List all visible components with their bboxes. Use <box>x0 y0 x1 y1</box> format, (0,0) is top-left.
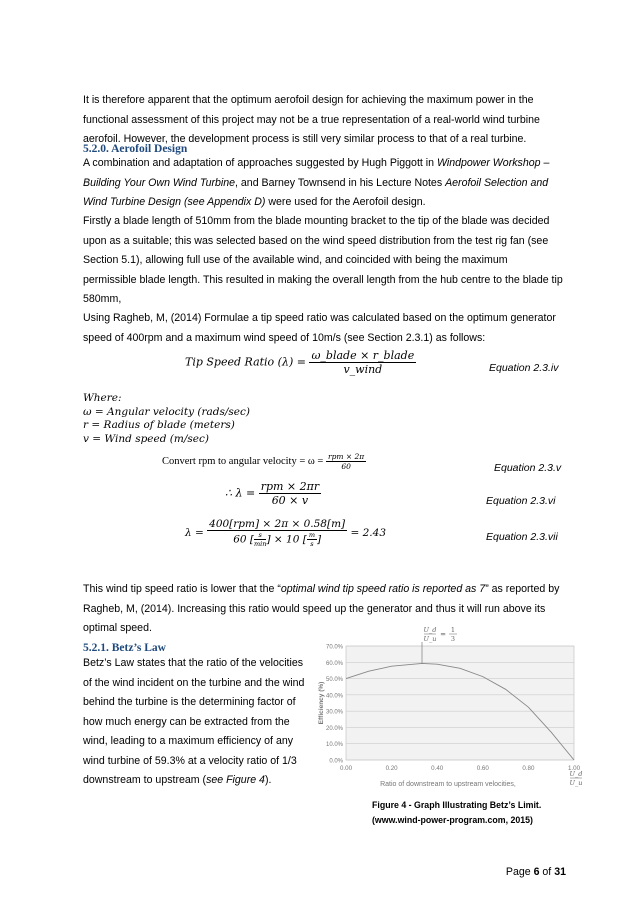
equation-fraction <box>309 349 416 376</box>
y-tick-label: 60.0% <box>325 660 343 667</box>
unit-num: m <box>308 531 315 539</box>
annotation-rhs-num: 1 <box>450 626 456 634</box>
y-tick-label: 70.0% <box>325 644 343 651</box>
page-number: 6 <box>533 866 540 878</box>
x-tick-label: 0.80 <box>522 765 535 772</box>
equation-fraction <box>259 480 321 507</box>
caption-source: (www.wind-power-program.com, 2015) <box>372 815 533 825</box>
betz-limit-chart <box>310 618 585 796</box>
betz-paragraph <box>83 654 313 791</box>
equation-label-2-3-v: Equation 2.3.v <box>494 462 562 474</box>
text-run: ” as reported by Ragheb, M, (2014). Increasing this ratio would speed up the generator and thus it will run above its optimal speed. <box>83 583 560 634</box>
definition-omega: ω = Angular velocity (rads/sec) <box>83 405 250 418</box>
y-tick-label: 10.0% <box>325 742 343 749</box>
annotation-lhs-den: U_u <box>423 635 437 643</box>
equation-fraction <box>207 518 347 548</box>
equation-lambda-value <box>185 518 386 548</box>
caption-line-1: Figure 4 - Graph Illustrating Betz’s Limit. <box>372 800 542 810</box>
section-heading-aerofoil: 5.2.0. Aerofoil Design <box>83 143 188 155</box>
text-run: This wind tip speed ratio is lower that the “ <box>83 583 281 595</box>
aerofoil-paragraph-3: Using Ragheb, M, (2014) Formulae a tip speed ratio was calculated based on the optimum generator speed of 400rpm and a maximum wind speed of 10m/s (see Section 2.3.1) as follows: <box>83 312 556 344</box>
equation-numerator: 400[rpm] × 2π × 0.58[m] <box>209 518 346 530</box>
book-title: Windpower Workshop – Building Your Own Wind Turbine <box>83 157 550 189</box>
equation-numerator: rpm × 2πr <box>260 480 320 493</box>
unit-fraction <box>307 531 317 548</box>
page-label: Page <box>505 866 534 878</box>
equation-lhs: λ = <box>185 527 204 539</box>
equation-label-2-3-vii: Equation 2.3.vii <box>486 531 558 543</box>
annotation-equals: = <box>440 630 446 639</box>
x-tick-label: 0.00 <box>339 765 353 772</box>
den-part: 60 <box>233 533 247 546</box>
of-label: of <box>539 866 555 878</box>
equation-lhs: Tip Speed Ratio (λ) = <box>185 355 306 369</box>
equation-label-2-3-iv: Equation 2.3.iv <box>489 362 559 374</box>
equation-lhs: ∴ λ = <box>225 486 256 500</box>
equation-angular-velocity <box>162 452 366 471</box>
annotation-rhs-den: 3 <box>450 635 456 643</box>
text-run: , and Barney Townsend in his Lecture Notes <box>235 176 446 189</box>
equation-lhs: Convert rpm to angular velocity = ω = <box>162 455 324 467</box>
equation-numerator: ω_blade × r_blade <box>311 349 415 362</box>
x-label-symbol-num: U_d <box>569 770 583 778</box>
equation-numerator: rpm × 2π <box>327 452 365 461</box>
equation-tip-speed-ratio <box>185 349 416 376</box>
aerofoil-paragraph-2: Firstly a blade length of 510mm from the blade mounting bracket to the tip of the blade was decided upon as a suitable; this was selected based on the wind speed distribution from the test rig fan (see Section 5.1), allowing full use of the available wind, and coincided with being the maximum permissible blade length. This resulted in making the overall length from the hub centre to the blade tip 580mm, <box>83 215 563 305</box>
text-run: A combination and adaptation of approaches suggested by Hugh Piggott in <box>83 157 437 169</box>
unit-fraction <box>254 531 266 548</box>
total-pages: 31 <box>554 866 566 878</box>
x-tick-label: 1.00 <box>567 765 581 772</box>
plot-area <box>346 646 574 760</box>
unit-den: min <box>254 540 267 548</box>
x-tick-label: 0.20 <box>385 765 398 772</box>
y-tick-label: 0.0% <box>329 758 343 765</box>
x-tick-label: 0.40 <box>431 765 444 772</box>
equation-denominator: v_wind <box>343 363 383 376</box>
equation-lambda <box>225 480 321 507</box>
y-tick-label: 30.0% <box>325 709 343 716</box>
equation-denominator: 60 [ s min ] × 10 [ $\frac{m}{s}$ ] <box>233 531 322 548</box>
intro-paragraph: It is therefore apparent that the optimum aerofoil design for achieving the maximum power in the functional assessment of this project may not be a true representation of a real-world wind turbine aerofoil. However, the development process is still very similar process to that of a real turbine. <box>83 94 540 145</box>
y-axis-label: Efficiency (%) <box>318 681 325 725</box>
figure-caption <box>372 798 612 828</box>
aerofoil-paragraph-1 <box>83 154 563 213</box>
equation-fraction <box>326 452 366 471</box>
y-tick-label: 50.0% <box>325 677 343 684</box>
unit-den: s <box>310 540 314 548</box>
den-part: × 10 <box>273 533 300 546</box>
lecture-notes-title: Aerofoil Selection and Wind Turbine Design (see Appendix D) <box>83 176 549 208</box>
text-run: Betz’s Law states that the ratio of the velocities of the wind incident on the turbine and the wind behind the turbine is the determining factor of how much energy can be extracted from the wind, leading to a maximum efficiency of any wind turbine of 59.3% at a velocity ratio of 1/3 downstream to upstream ( <box>83 657 305 786</box>
where-label: Where: <box>83 392 122 404</box>
y-tick-label: 20.0% <box>325 725 343 732</box>
variable-definitions <box>83 392 250 446</box>
unit-num: s <box>254 531 266 540</box>
x-label-symbol-den: U_u <box>569 779 583 787</box>
quoted-text: optimal wind tip speed ratio is reported as 7 <box>280 583 486 595</box>
text-run: ). <box>264 774 272 786</box>
x-tick-label: 0.60 <box>476 765 489 772</box>
text-run: were used for the Aerofoil design. <box>265 196 426 208</box>
equation-denominator: 60 <box>341 462 351 471</box>
equation-denominator: 60 × v <box>271 494 309 507</box>
annotation-lhs-num: U_d <box>423 626 437 634</box>
y-tick-label: 40.0% <box>325 693 343 700</box>
definition-radius: r = Radius of blade (meters) <box>83 419 235 431</box>
equation-label-2-3-vi: Equation 2.3.vi <box>486 495 556 507</box>
page-footer <box>506 866 566 878</box>
figure-reference: see Figure 4 <box>206 774 265 786</box>
definition-wind-speed: v = Wind speed (m/sec) <box>83 432 209 445</box>
x-axis-label: Ratio of downstream to upstream velocities, <box>380 781 516 788</box>
section-heading-betz: 5.2.1. Betz’s Law <box>83 642 166 654</box>
equation-result: = 2.43 <box>350 527 386 539</box>
